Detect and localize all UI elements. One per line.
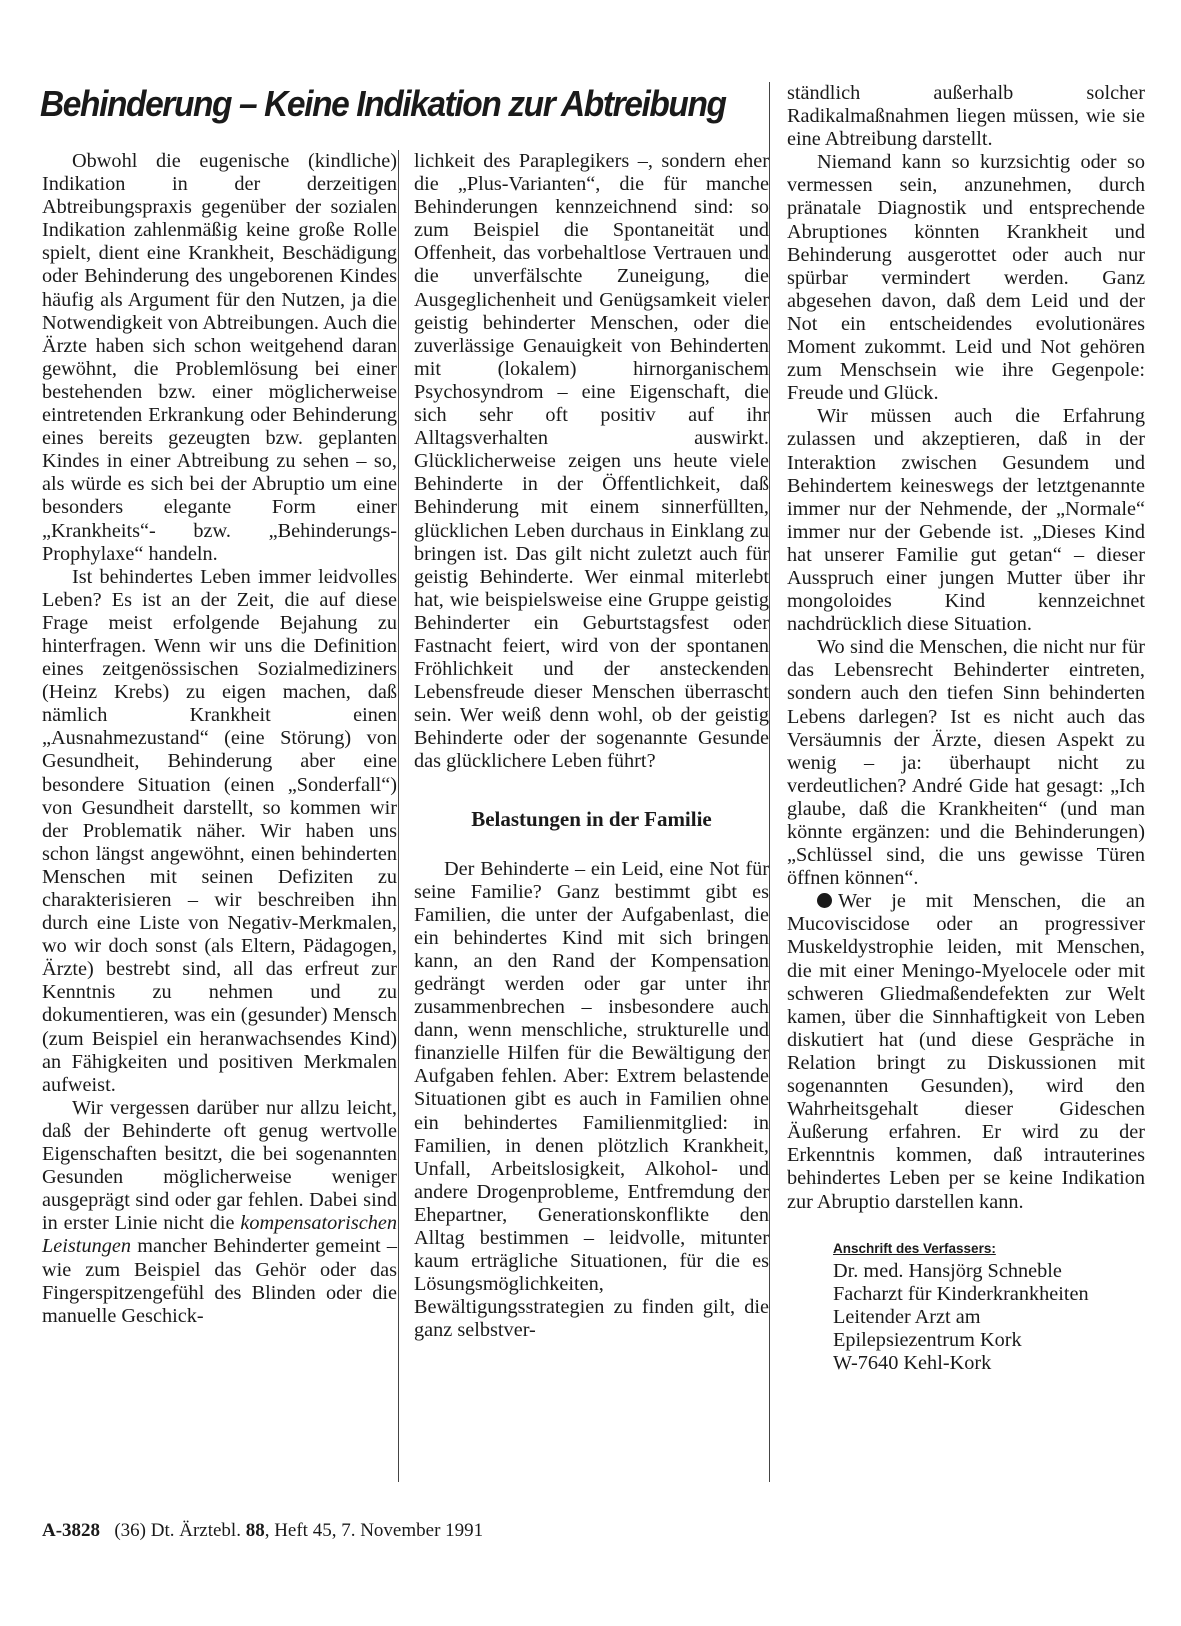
address-line: Dr. med. Hansjörg Schneble	[833, 1259, 1062, 1282]
paragraph: Wo sind die Menschen, die nicht nur für das Lebensrecht Behinderter eintreten, sondern auch den tiefen Sinn behinderten Lebens darlegen? Ist es nicht auch das Versäumnis der Ärzte, diesen Aspekt zu wenig – ja: überhaupt nicht zu verdeutlichen? André Gide hat gesagt: „Ich glaube, daß die Krankheiten“ (und man könnte ergänzen: und die Behinderungen) „Schlüssel sind, die uns gewisse Türen öffnen können“.	[787, 636, 1145, 890]
journal-name: Dt. Ärztebl.	[150, 1520, 241, 1541]
column-divider	[769, 82, 770, 1482]
section-heading: Belastungen in der Familie	[471, 806, 712, 831]
paragraph: Ist behindertes Leben immer leidvolles Leben? Es ist an der Zeit, die auf diese Frage meist erfolgende Bejahung zu hinterfragen. Wenn wir uns die Definition eines zeitgenössischen Sozialmediziners (Heinz Krebs) zu eigen machen, daß nämlich Krankheit einen „Ausnahmezustand“ (eine Störung) von Gesundheit, Behinderung aber eine besondere Situation (einen „Sonderfall“) von Gesundheit darstellt, so kommen wir der Problematik näher. Wir haben uns schon längst angewöhnt, einen behinderten Menschen mit seinen Defiziten zu charakterisieren – wir beschreiben ihn durch eine Liste von Negativ-Merkmalen, wo wir doch sonst (als Eltern, Pädagogen, Ärzte) bestrebt sind, all das erfreut zur Kenntnis zu nehmen und zu dokumentieren, was ein (gesunder) Mensch (zum Beispiel ein heranwachsendes Kind) an Fähigkeiten und positiven Merkmalen aufweist.	[42, 565, 397, 1096]
bullet-icon	[817, 893, 832, 908]
author-address	[833, 1260, 1145, 1376]
paragraph	[42, 1097, 397, 1328]
page-footer	[42, 1520, 483, 1542]
journal-volume: 88	[245, 1520, 265, 1541]
text-run: Wer je mit Menschen, die an Mucoviscidose oder an progressiver Muskeldystrophie leiden, mit Menschen, die mit einer Meningo-Myelocele oder mit schweren Gliedmaßendefekten zur Welt kamen, über die Sinnhaftigkeit von Leben diskutiert hat (und diese Gespräche in Relation bringt zu Diskussionen mit sogenannten Gesunden), wird den Wahrheitsgehalt dieser Gideschen Äußerung erfahren. Er wird zu der Erkenntnis kommen, daß intrauterines behindertes Leben per se keine Indikation zur Abruptio darstellen kann.	[787, 890, 1145, 1213]
paragraph: Der Behinderte – ein Leid, eine Not für seine Familie? Ganz bestimmt gibt es Familien, die unter der Aufgabenlast, die ein behindertes Kind mit sich bringen kann, an den Rand der Kompensation gedrängt werden oder gar unter ihr zusammenbrechen – insbesondere auch dann, wenn menschliche, strukturelle und finanzielle Hilfen für die Bewältigung der Aufgaben fehlen. Aber: Extrem belastende Situationen gibt es auch in Familien ohne ein behindertes Familienmitglied: in Familien, in denen plötzlich Krankheit, Unfall, Arbeitslosigkeit, Alkohol- und andere Drogenprobleme, Entfremdung der Ehepartner, Generationskonflikte den Alltag bestimmen – leidvolle, mitunter kaum erträgliche Situationen, für die es Lösungsmöglichkeiten, Bewältigungsstrategien zu finden gilt, die ganz selbstver-	[414, 857, 769, 1342]
page-code: A-3828	[42, 1520, 101, 1541]
page-number: (36)	[114, 1520, 146, 1541]
paragraph	[787, 890, 1145, 1213]
paragraph: lichkeit des Paraplegikers –, sondern eher die „Plus-Varianten“, die für manche Behinderungen kennzeichnend sind: so zum Beispiel die Spontaneität und Offenheit, das vorbehaltlose Vertrauen und die unverfälschte Zuneigung, die Ausgeglichenheit und Genügsamkeit vieler geistig behinderter Menschen, oder die zuverlässige Genauigkeit von Behinderten mit (lokalem) hirnorganischem Psychosyndrom – eine Eigenschaft, die sich sehr oft positiv auf ihr Alltagsverhalten auswirkt. Glücklicherweise zeigen uns heute viele Behinderte in der Öffentlichkeit, daß Behinderung mit einem sinnerfüllten, glücklichen Leben durchaus in Einklang zu bringen ist. Das gilt nicht zuletzt auch für geistig Behinderte. Wer einmal miterlebt hat, wie beispielsweise eine Gruppe geistig Behinderter ein Geburtstagsfest oder Fastnacht feiert, wird von der spontanen Fröhlichkeit und der ansteckenden Lebensfreude dieser Menschen überrascht sein. Wer weiß denn wohl, ob der geistig Behinderte oder der sogenannte Gesunde das glücklichere Leben führt?	[414, 150, 769, 773]
paragraph: Niemand kann so kurzsichtig oder so vermessen sein, anzunehmen, durch pränatale Diagnostik und entsprechende Abruptiones könnten Krankheit und Behinderung ausgerottet oder auch nur spürbar vermindert werden. Ganz abgesehen davon, daß dem Leid und der Not ein entscheidendes evolutionäres Moment zukommt. Leid und Not gehören zum Menschsein wie ihre Gegenpole: Freude und Glück.	[787, 151, 1145, 405]
text-run: Wir vergessen darüber nur allzu leicht, daß der Behinderte oft genug wertvolle Eigenschaften besitzt, die bei sogenannten Gesunden möglicherweise weniger ausgeprägt sind oder gar fehlen. Dabei sind in erster Linie nicht die	[42, 1096, 397, 1235]
column-3	[787, 82, 1145, 1376]
text-run: mancher Behinderter gemeint – wie zum Beispiel das Gehör oder das Fingerspitzengefühl des Blinden oder die manuelle Geschick-	[42, 1235, 397, 1327]
text-run-italic: kompensatorischen Leistungen	[42, 1212, 397, 1258]
paragraph: Wir müssen auch die Erfahrung zulassen und akzeptieren, daß in der Interaktion zwischen Gesundem und Behindertem keineswegs der letztgenannte immer nur der Nehmende, der „Normale“ immer nur der Gebende ist. „Dieses Kind hat unserer Familie gut getan“ – dieser Ausspruch einer jungen Mutter über ihr mongoloides Kind kennzeichnet nachdrücklich diese Situation.	[787, 405, 1145, 636]
article-title: Behinderung – Keine Indikation zur Abtreibung	[40, 83, 726, 124]
address-line: Facharzt für Kinderkrankheiten	[833, 1282, 1089, 1305]
address-line: W-7640 Kehl-Kork	[833, 1352, 992, 1375]
address-line: Epilepsiezentrum Kork	[833, 1329, 1022, 1352]
journal-issue: , Heft 45, 7. November 1991	[264, 1520, 484, 1541]
column-1	[42, 150, 397, 1328]
column-divider	[398, 150, 399, 1482]
column-2	[414, 150, 769, 1343]
address-heading: Anschrift des Verfassers:	[833, 1240, 996, 1256]
address-line: Leitender Arzt am	[833, 1306, 981, 1328]
paragraph: Obwohl die eugenische (kindliche) Indikation in der derzeitigen Abtreibungspraxis gegenüber der sozialen Indikation zahlenmäßig keine große Rolle spielt, dient eine Krankheit, Beschädigung oder Behinderung des ungeborenen Kindes häufig als Argument für den Nutzen, ja die Notwendigkeit von Abtreibungen. Auch die Ärzte haben sich schon weitgehend daran gewöhnt, die Problemlösung bei einer bestehenden bzw. einer möglicherweise eintretenden Erkrankung oder Behinderung eines bereits gezeugten bzw. geplanten Kindes in einer Abtreibung zu sehen – so, als würde es sich bei der Abruptio um eine besonders elegante Form einer „Krankheits“- bzw. „Behinderungs-Prophylaxe“ handeln.	[42, 150, 397, 565]
paragraph: ständlich außerhalb solcher Radikalmaßnahmen liegen müssen, wie sie eine Abtreibung darstellt.	[787, 82, 1145, 151]
